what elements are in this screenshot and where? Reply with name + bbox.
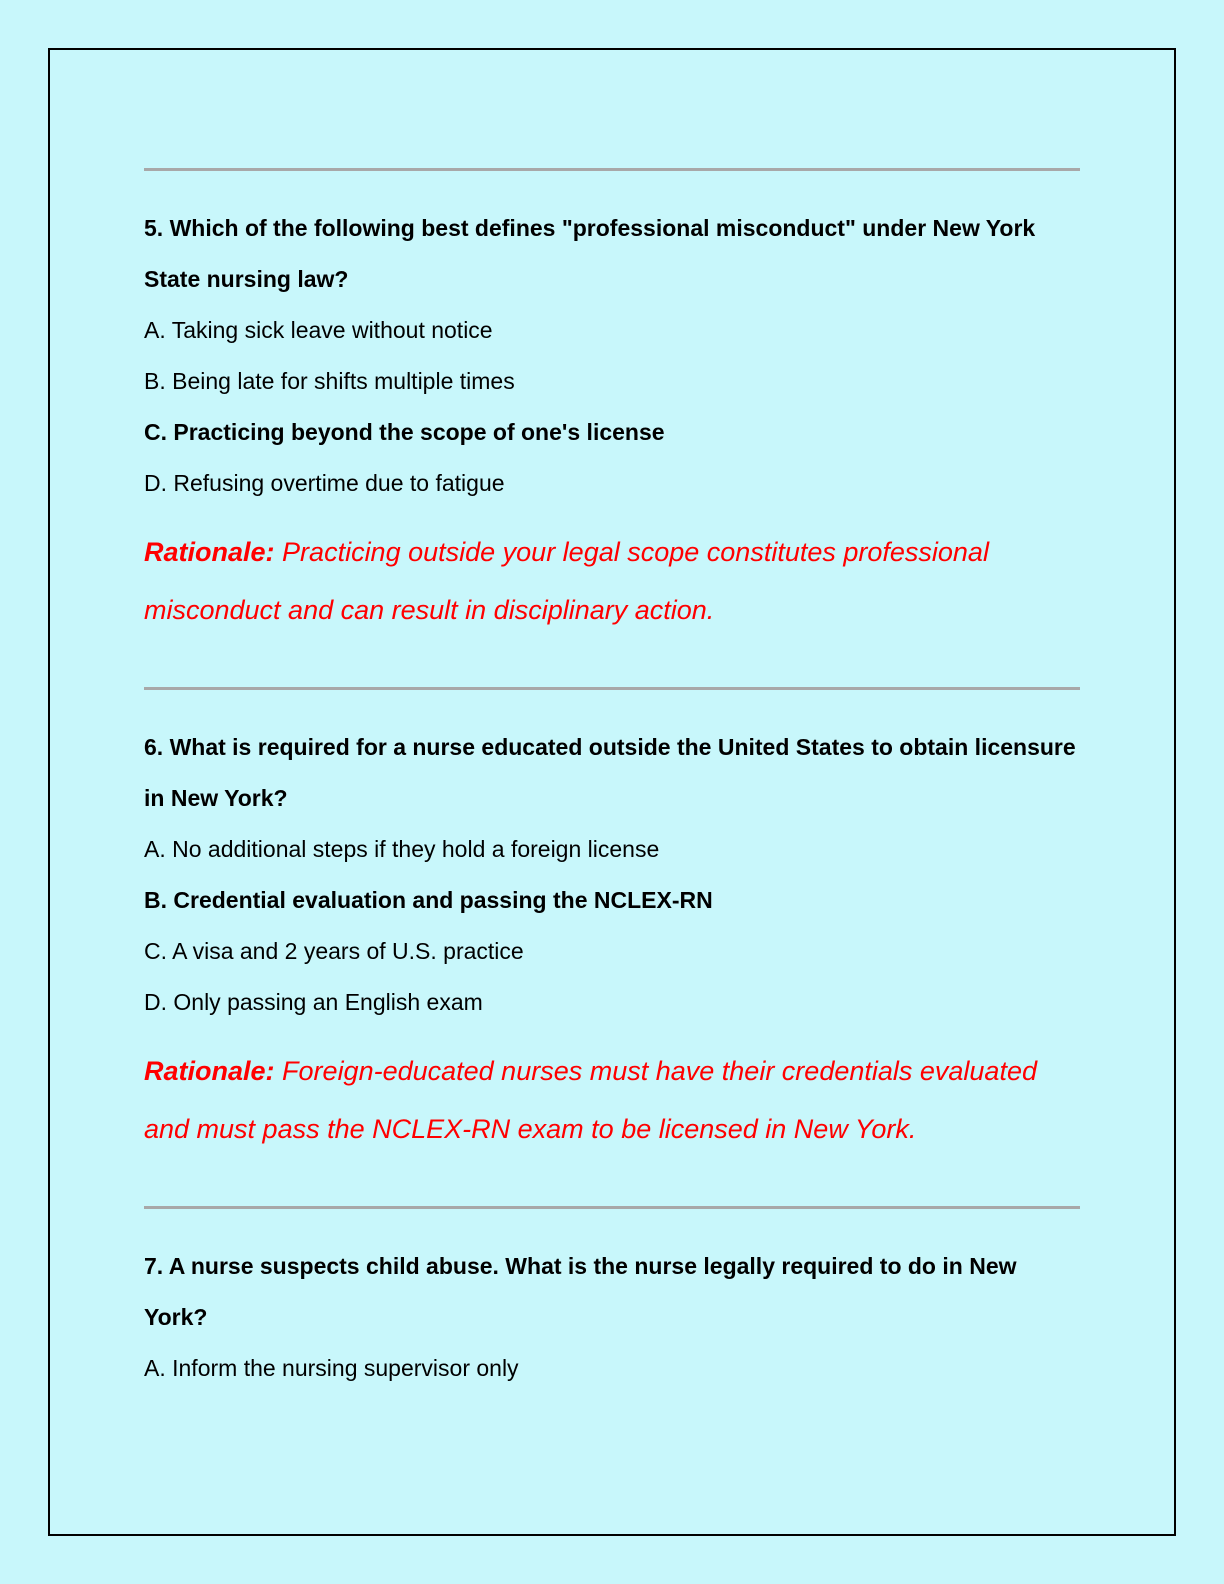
answer-option-b-correct: B. Credential evaluation and passing the NCLEX-RN [144, 887, 713, 913]
question-text: 5. Which of the following best defines "professional misconduct" under New York State nursing law? [144, 215, 1036, 292]
answer-option-b: B. Being late for shifts multiple times [144, 368, 515, 394]
question-text: 7. A nurse suspects child abuse. What is the nurse legally required to do in New York? [144, 1253, 1017, 1330]
question-block-7 [144, 1209, 1080, 1394]
answer-option-d: D. Only passing an English exam [144, 989, 483, 1015]
answer-option-a: A. Inform the nursing supervisor only [144, 1355, 519, 1381]
quiz-content [144, 168, 1080, 1394]
question-block-5 [144, 171, 1080, 639]
question-block-6 [144, 690, 1080, 1158]
answer-option-c-correct: C. Practicing beyond the scope of one's license [144, 419, 665, 445]
answer-option-d: D. Refusing overtime due to fatigue [144, 470, 505, 496]
question-text: 6. What is required for a nurse educated outside the United States to obtain licensure in New York? [144, 734, 1076, 811]
answer-option-a: A. No additional steps if they hold a foreign license [144, 836, 660, 862]
rationale-text: Practicing outside your legal scope constitutes professional misconduct and can result in disciplinary action. [144, 537, 989, 625]
rationale-label: Rationale: [144, 1056, 275, 1086]
rationale [144, 1042, 1080, 1158]
rationale-text: Foreign-educated nurses must have their credentials evaluated and must pass the NCLEX-RN exam to be licensed in New York. [144, 1056, 1037, 1144]
rationale [144, 523, 1080, 639]
answer-option-c: C. A visa and 2 years of U.S. practice [144, 938, 524, 964]
answer-option-a: A. Taking sick leave without notice [144, 317, 493, 343]
rationale-label: Rationale: [144, 537, 275, 567]
